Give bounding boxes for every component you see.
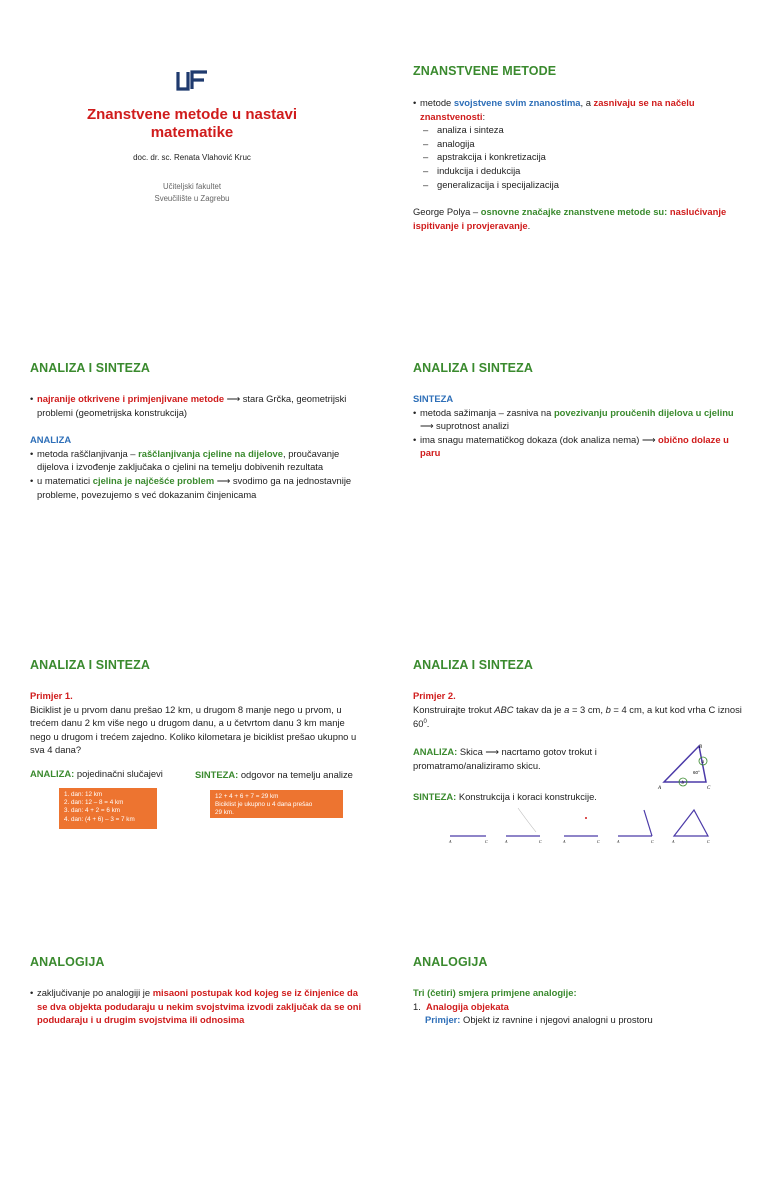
svg-text:A: A (672, 839, 675, 844)
slide-analogija-2 (384, 891, 768, 1188)
step-4 (616, 810, 654, 844)
slide-primjer-1 (0, 594, 384, 891)
slide-body (30, 689, 360, 757)
svg-text:C: C (707, 839, 710, 844)
svg-text:C: C (651, 839, 654, 844)
slide-body (413, 392, 743, 460)
step-2 (504, 808, 542, 844)
svg-text:b: b (681, 781, 684, 786)
step-5 (671, 810, 710, 844)
construction-steps (446, 800, 736, 844)
svg-text:A: A (449, 839, 452, 844)
list-item: – analogija (413, 137, 748, 151)
author: doc. dr. sc. Renata Vlahović Kruc (133, 153, 251, 162)
slide-title: ANALIZA I SINTEZA (413, 361, 533, 375)
slide-title: ANALOGIJA (30, 955, 105, 969)
slide-title: ANALIZA I SINTEZA (413, 658, 533, 672)
step-1 (448, 836, 488, 844)
title-slide (0, 0, 384, 297)
bullet: • metoda sažimanja – zasniva na povezivanju proučenih dijelova u cjelinu ⟶ suprotnost analizi (413, 406, 743, 433)
intro: Tri (četiri) smjera primjene analogije: (413, 987, 577, 998)
slide-analiza-sinteza-1 (0, 297, 384, 594)
presentation-title: Znanstvene metode u nastavi matematike (86, 106, 298, 141)
svg-text:a: a (701, 760, 704, 765)
subheading: ANALIZA (30, 434, 72, 446)
example-text: Biciklist je u prvom danu prešao 12 km, u drugom 8 manje nego u prvom, u trećem danu 2 km više nego u drugom danu, a u četvrtom danu 3 km manje nego u drugom i trećem zajedno. Koliko kilometara je biciklist prešao ukupno u sva 4 dana? (30, 703, 357, 756)
bullet: • metode svojstvene svim znanostima, a zasnivaju se na načelu znanstvenosti: (413, 96, 748, 123)
svg-text:60°: 60° (693, 770, 700, 775)
example-line: Primjer: Objekt iz ravnine i njegovi analogni u prostoru (425, 1014, 653, 1026)
svg-text:A: A (505, 839, 508, 844)
slide-body (413, 689, 743, 731)
institution: Učiteljski fakultet Sveučilište u Zagrebu (154, 182, 230, 203)
bullet: • najranije otkrivene i primjenjivane metode ⟶ stara Grčka, geometrijski problemi (geometrijska konstrukcija) (30, 392, 362, 419)
analiza-box: 1. dan: 12 km 2. dan: 12 – 8 = 4 km 3. dan: 4 + 2 = 6 km 4. dan: (4 + 6) – 3 = 7 km (59, 788, 157, 829)
sinteza-label: SINTEZA: odgovor na temelju analize (195, 769, 353, 780)
svg-text:A: A (617, 839, 620, 844)
step-3 (562, 817, 600, 844)
slide-body (413, 986, 743, 1027)
example-label: Primjer 1. (30, 690, 73, 701)
bullet: • metoda raščlanjivanja – raščlanjivanja cjeline na dijelove, proučavanje dijelova i izvođenje zaključaka o cjelini na temelju dobivenih rezultata (30, 447, 362, 474)
slide-title: ANALIZA I SINTEZA (30, 361, 150, 375)
analiza-label: ANALIZA: pojedinačni slučajevi (30, 768, 163, 779)
slide-analogija-1 (0, 891, 384, 1188)
slide-title: ANALOGIJA (413, 955, 488, 969)
triangle-sketch (654, 740, 719, 790)
slide-primjer-2 (384, 594, 768, 891)
analiza-text: ANALIZA: Skica ⟶ nacrtamo gotov trokut i promatramo/analiziramo skicu. (413, 746, 597, 771)
bullet: • u matematici cjelina je najčešće problem ⟶ svodimo ga na jednostavnije probleme, povezujemo s već dokazanim činjenicama (30, 474, 362, 501)
sinteza-box: 12 + 4 + 6 + 7 = 29 km Biciklist je ukupno u 4 dana prešao 29 km. (210, 790, 343, 818)
svg-text:C: C (539, 839, 542, 844)
example-label: Primjer 2. (413, 690, 456, 701)
faculty-logo (176, 70, 209, 91)
list-item: – apstrakcija i konkretizacija (413, 150, 748, 164)
slide-body (30, 986, 362, 1027)
svg-text:A: A (563, 839, 566, 844)
subheading: SINTEZA (413, 393, 454, 404)
list-item: 1. Analogija objekata (413, 1000, 509, 1012)
svg-text:A: A (658, 786, 662, 790)
slide-title: ZNANSTVENE METODE (413, 64, 557, 78)
bullet: • zaključivanje po analogiji je misaoni postupak kod kojeg se iz činjenice da se dva objekta podudaraju u nekim svojstvima izvodi zaključak da se oni podudaraju i u drugim svojstvima ili odnosima (30, 986, 362, 1027)
slide-body (413, 96, 748, 232)
slide-znanstvene-metode (384, 0, 768, 297)
list-item: – generalizacija i specijalizacija (413, 178, 748, 192)
slide-body (30, 392, 362, 501)
example-text: Konstruirajte trokut ABC takav da je a = 3 cm, b = 4 cm, a kut kod vrha C iznosi $60^0$. (413, 703, 742, 730)
slide-title: ANALIZA I SINTEZA (30, 658, 150, 672)
svg-text:C: C (485, 839, 488, 844)
svg-text:C: C (707, 786, 711, 790)
slide-analiza-sinteza-2 (384, 297, 768, 594)
svg-text:B: B (699, 745, 703, 750)
bullet: • ima snagu matematičkog dokaza (dok analiza nema) ⟶ obično dolaze u paru (413, 433, 743, 460)
polya-note: George Polya – osnovne značajke znanstvene metode su: naslućivanje ispitivanje i provjeravanje. (413, 206, 727, 231)
list-item: – analiza i sinteza (413, 123, 748, 137)
svg-text:C: C (597, 839, 600, 844)
list-item: – indukcija i dedukcija (413, 164, 748, 178)
sinteza-text: SINTEZA: Konstrukcija i koraci konstrukcije. (413, 791, 597, 802)
